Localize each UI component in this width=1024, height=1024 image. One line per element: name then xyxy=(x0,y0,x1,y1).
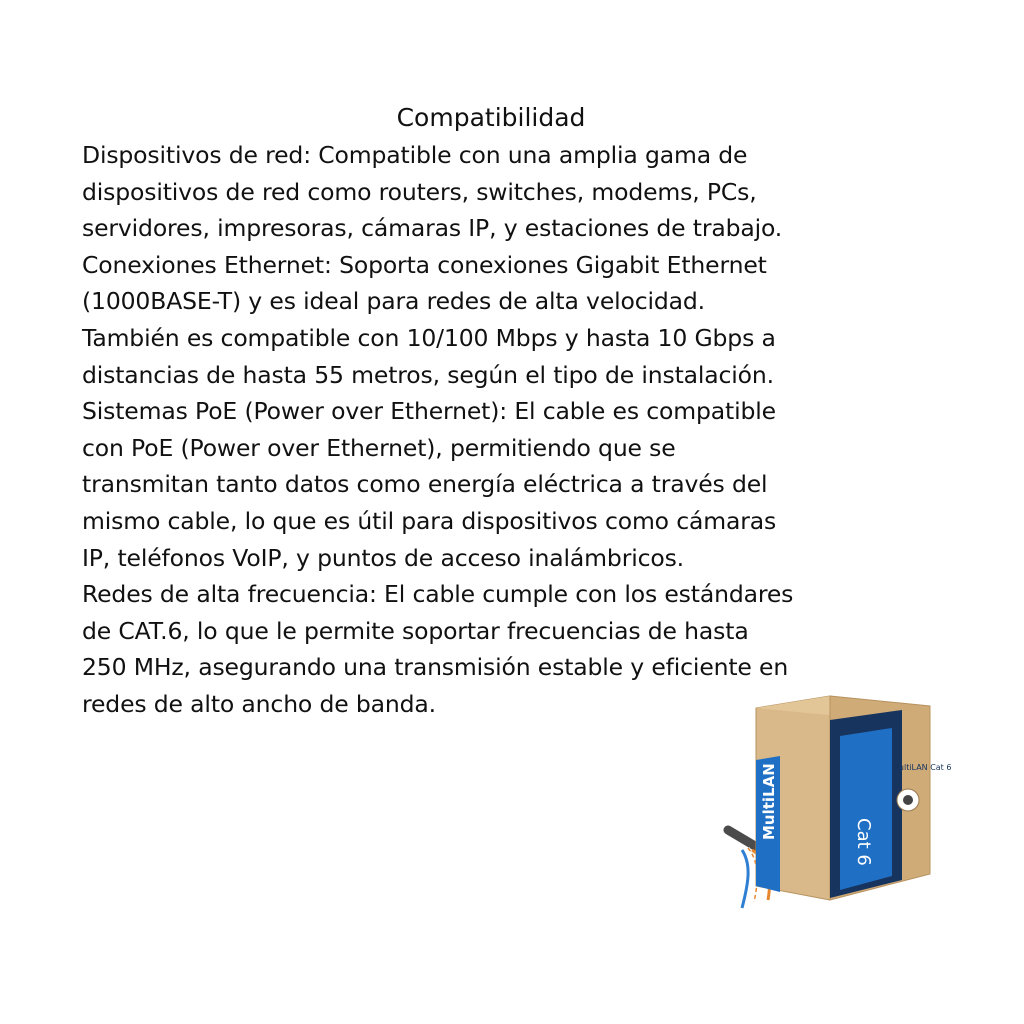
text-line: redes de alto ancho de banda. xyxy=(82,689,436,718)
text-line: También es compatible con 10/100 Mbps y hasta 10 Gbps a xyxy=(82,323,776,352)
text-line: con PoE (Power over Ethernet), permitiendo que se xyxy=(82,433,676,462)
box-category-label: Cat 6 xyxy=(853,818,874,866)
text-line: 250 MHz, asegurando una transmisión estable y eficiente en xyxy=(82,653,789,682)
cable-box-illustration xyxy=(722,690,952,915)
text-line: Dispositivos de red: Compatible con una amplia gama de xyxy=(82,141,748,169)
page-title: Compatibilidad xyxy=(396,103,586,132)
text-line: dispositivos de red como routers, switches, modems, PCs, xyxy=(82,177,757,206)
box-brand-label: MultiLAN xyxy=(760,763,778,840)
text-line: distancias de hasta 55 metros, según el tipo de instalación. xyxy=(82,360,774,389)
text-line: Sistemas PoE (Power over Ethernet): El cable es compatible xyxy=(82,397,776,426)
text-line: de CAT.6, lo que le permite soportar frecuencias de hasta xyxy=(82,616,749,645)
cable-box-product-image xyxy=(722,690,952,915)
text-line: mismo cable, lo que es útil para dispositivos como cámaras xyxy=(82,506,777,535)
text-line: (1000BASE-T) y es ideal para redes de alta velocidad. xyxy=(82,287,705,316)
text-line: servidores, impresoras, cámaras IP, y estaciones de trabajo. xyxy=(82,214,783,243)
text-line: transmitan tanto datos como energía eléctrica a través del xyxy=(82,470,768,499)
text-line: Redes de alta frecuencia: El cable cumple con los estándares xyxy=(82,580,794,609)
box-side-badge: MultiLAN Cat 6 xyxy=(892,763,952,772)
body-text xyxy=(82,137,922,723)
text-line: IP, teléfonos VoIP, y puntos de acceso inalámbricos. xyxy=(82,543,684,572)
text-line: Conexiones Ethernet: Soporta conexiones Gigabit Ethernet xyxy=(82,250,767,279)
